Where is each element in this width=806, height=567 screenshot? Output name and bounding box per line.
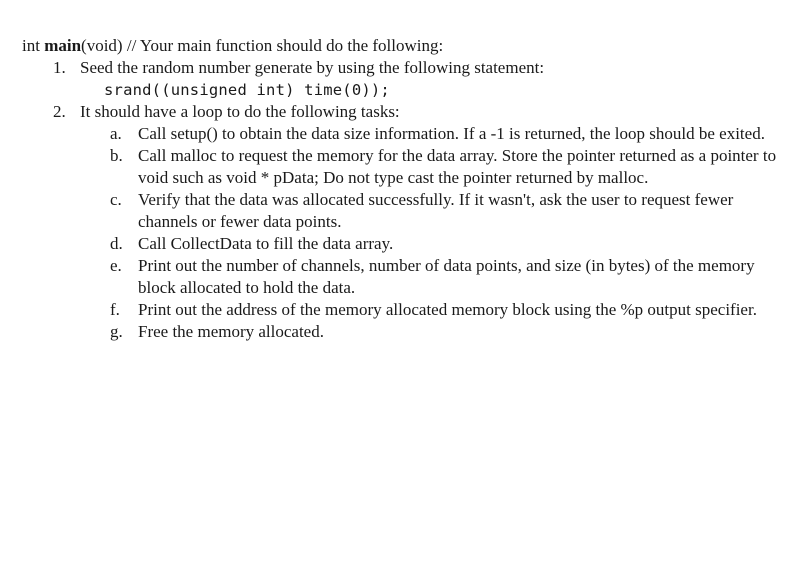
subtask-letter: a. (110, 124, 122, 143)
numbered-steps-list (22, 57, 792, 343)
signature-suffix: (void) // Your main function should do the following: (81, 36, 444, 55)
document-body (22, 35, 792, 343)
subtask-e (80, 255, 792, 299)
signature-prefix: int (22, 36, 45, 55)
subtask-text: Free the memory allocated. (138, 322, 324, 341)
subtask-letter: g. (110, 322, 123, 341)
subtask-letter: c. (110, 190, 122, 209)
subtask-f (80, 299, 792, 321)
subtask-letter: e. (110, 256, 122, 275)
subtask-text: Call setup() to obtain the data size information. If a -1 is returned, the loop should be exited. (138, 124, 765, 143)
subtask-g (80, 321, 792, 343)
subtask-text: Print out the address of the memory allocated memory block using the %p output specifier. (138, 300, 757, 319)
function-name: main (44, 36, 82, 55)
subtask-text: Call malloc to request the memory for the data array. Store the pointer returned as a pointer to void such as void * pData; Do not type cast the pointer returned by malloc. (138, 146, 777, 187)
subtask-c (80, 189, 792, 233)
step-text: It should have a loop to do the following tasks: (80, 102, 400, 121)
subtask-d (80, 233, 792, 255)
step-1 (22, 57, 792, 101)
step-number: 1. (53, 58, 66, 77)
subtask-text: Print out the number of channels, number of data points, and size (in bytes) of the memory block allocated to hold the data. (138, 256, 755, 297)
subtask-letter: b. (110, 146, 123, 165)
function-signature-heading (22, 35, 792, 57)
code-statement: srand((unsigned int) time(0)); (104, 81, 390, 99)
step-text: Seed the random number generate by using the following statement: (80, 58, 545, 77)
subtask-a (80, 123, 792, 145)
step-2 (22, 101, 792, 343)
subtask-text: Call CollectData to fill the data array. (138, 234, 394, 253)
subtask-letter: d. (110, 234, 123, 253)
step-number: 2. (53, 102, 66, 121)
subtask-text: Verify that the data was allocated successfully. If it wasn't, ask the user to request fewer channels or fewer data points. (138, 190, 734, 231)
subtasks-list (80, 123, 792, 343)
subtask-letter: f. (110, 300, 120, 319)
subtask-b (80, 145, 792, 189)
